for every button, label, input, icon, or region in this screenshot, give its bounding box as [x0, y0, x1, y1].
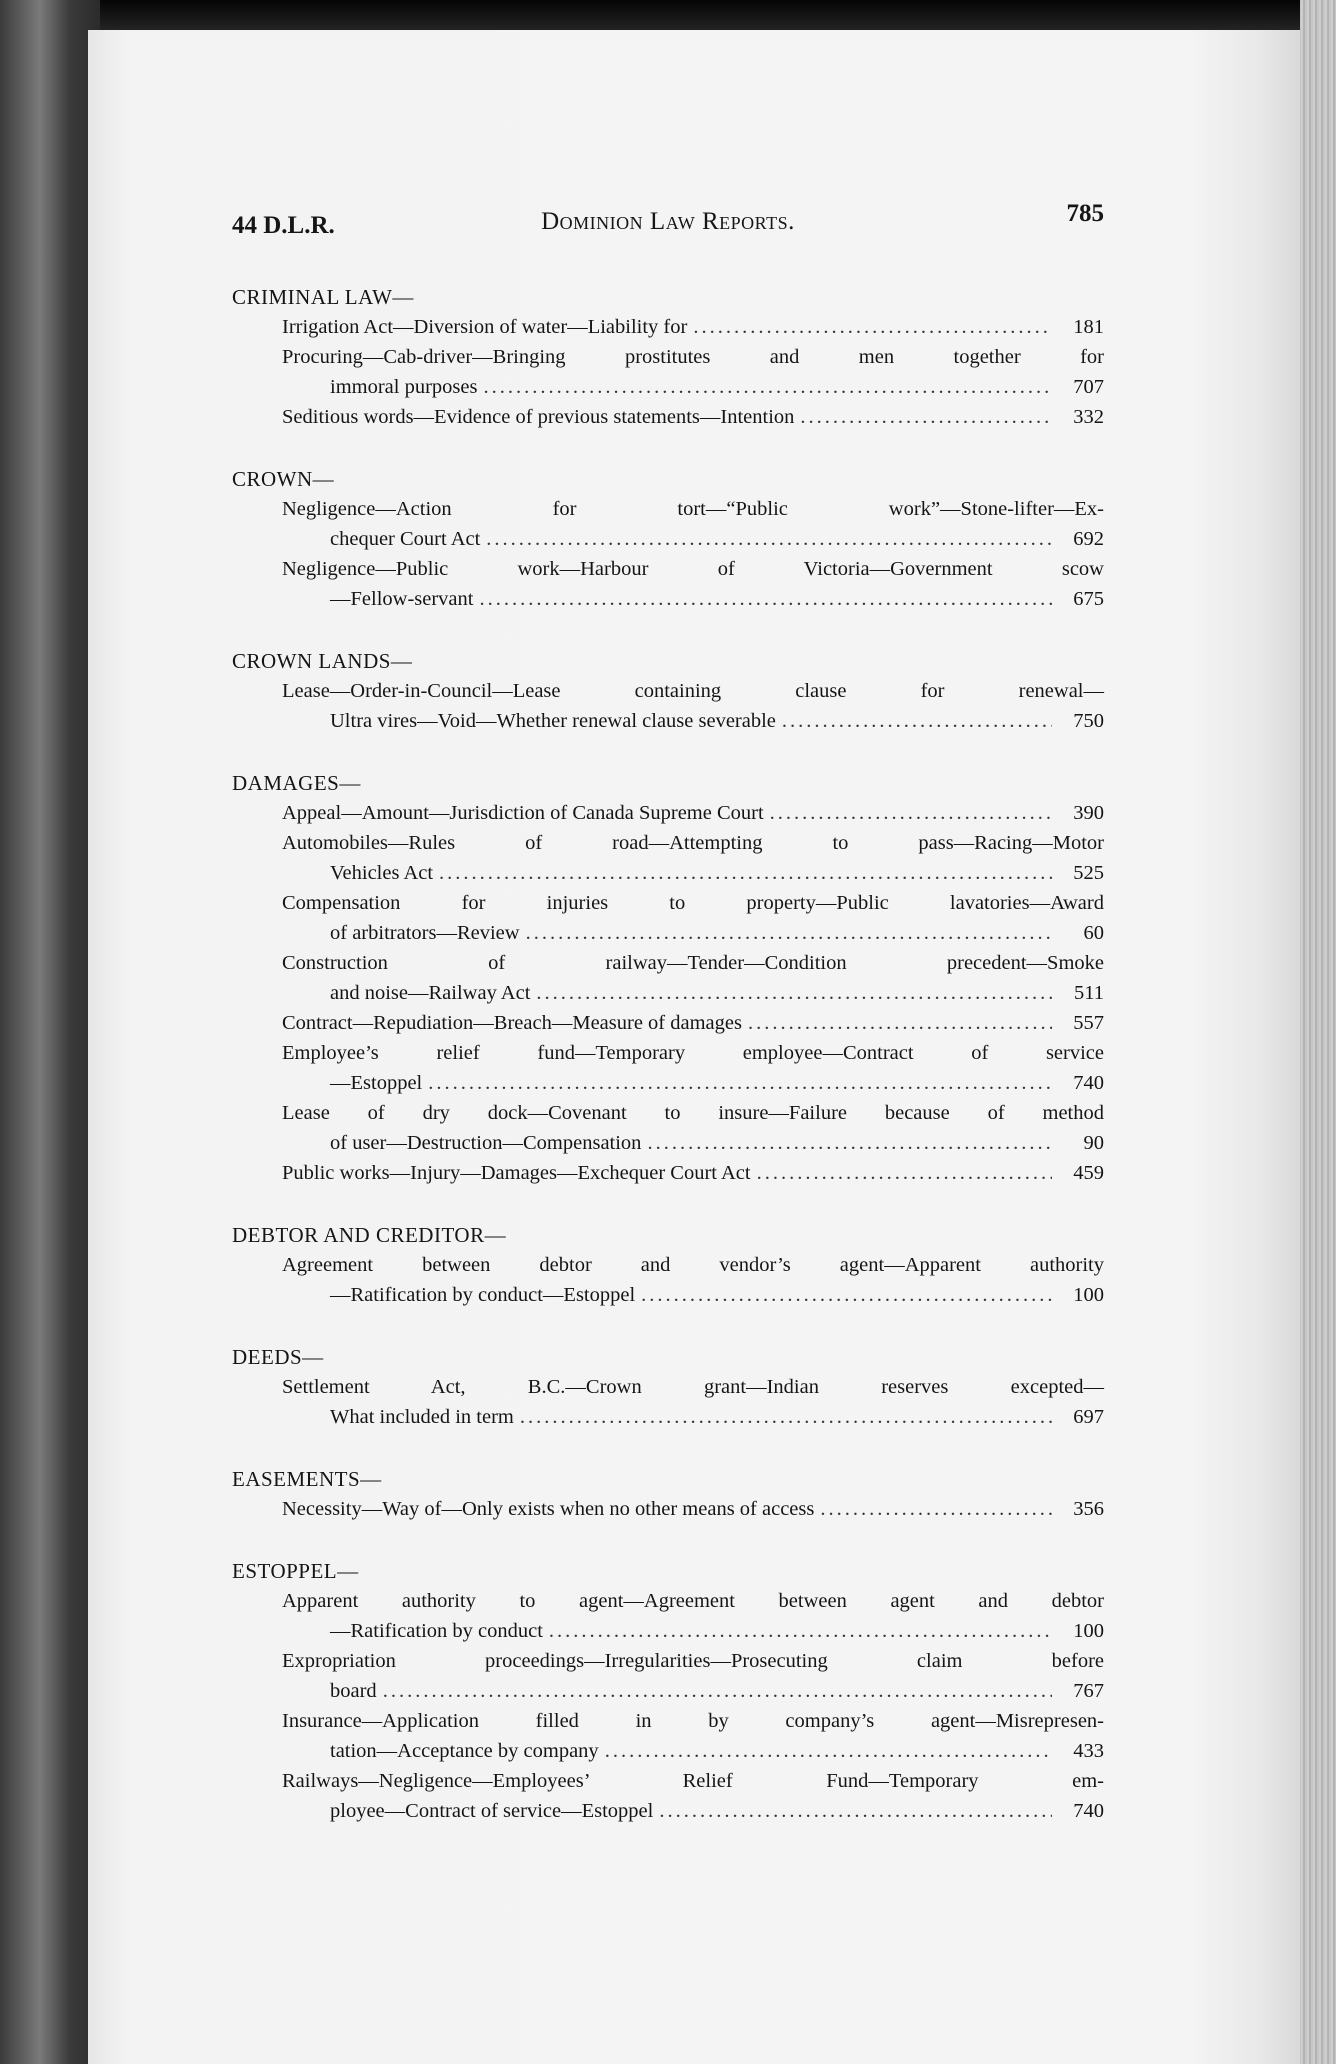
dot-leader [520, 1402, 1052, 1432]
index-section [232, 1464, 1104, 1524]
entry-text-lead: Automobiles—Rules of road—Attempting to pass—Racing—Motor [282, 832, 1104, 854]
section-heading: CRIMINAL LAW— [232, 285, 414, 309]
entry-page-number: 390 [1073, 802, 1104, 824]
entry-line [282, 584, 1104, 614]
dot-leader [483, 372, 1052, 402]
entry-text-lead: Procuring—Cab-driver—Bringing prostitutes and men together for [282, 346, 1104, 368]
index-entry [232, 1158, 1104, 1188]
index-section [232, 282, 1104, 432]
entry-page-number: 100 [1073, 1284, 1104, 1306]
index-entry [232, 798, 1104, 828]
entry-text: Contract—Repudiation—Breach—Measure of damages [282, 1012, 742, 1034]
dot-leader [693, 312, 1052, 342]
entry-page-number: 557 [1073, 1012, 1104, 1034]
entry-line [282, 858, 1104, 888]
entry-text: Irrigation Act—Diversion of water—Liability for [282, 316, 688, 338]
section-heading: ESTOPPEL— [232, 1559, 359, 1583]
entry-text-lead: Expropriation proceedings—Irregularities—Prosecuting claim before [282, 1650, 1104, 1672]
index-section [232, 464, 1104, 614]
entry-text-lead: Apparent authority to agent—Agreement between agent and debtor [282, 1590, 1104, 1612]
entry-text: chequer Court Act [330, 528, 481, 550]
section-heading: CROWN— [232, 467, 335, 491]
entry-line [282, 1736, 1104, 1766]
page-number: 785 [1066, 200, 1104, 227]
index-entry [232, 1494, 1104, 1524]
entry-page-number: 675 [1073, 588, 1104, 610]
section-heading: DEBTOR AND CREDITOR— [232, 1223, 507, 1247]
entry-line [282, 312, 1104, 342]
section-heading: DAMAGES— [232, 771, 361, 795]
entry-text-lead: Agreement between debtor and vendor’s agent—Apparent authority [282, 1254, 1104, 1276]
entry-text: —Estoppel [330, 1072, 423, 1094]
index-entry [232, 1038, 1104, 1098]
entry-text: —Ratification by conduct—Estoppel [330, 1284, 636, 1306]
entry-text: Ultra vires—Void—Whether renewal clause severable [330, 710, 776, 732]
page-edges [1300, 0, 1336, 2064]
index-content [232, 200, 1104, 1858]
index-entry [232, 1646, 1104, 1706]
index-entry [232, 494, 1104, 554]
entry-text-lead: Lease of dry dock—Covenant to insure—Failure because of method [282, 1102, 1104, 1124]
entry-line [282, 706, 1104, 736]
entry-page-number: 60 [1083, 922, 1104, 944]
dot-leader [605, 1736, 1052, 1766]
index-entry [232, 1098, 1104, 1158]
index-entry [232, 1586, 1104, 1646]
entry-page-number: 356 [1073, 1498, 1104, 1520]
entry-line [282, 1616, 1104, 1646]
index-entry [232, 1706, 1104, 1766]
entry-line [282, 1068, 1104, 1098]
entry-page-number: 459 [1073, 1162, 1104, 1184]
entry-text-lead: Settlement Act, B.C.—Crown grant—Indian reserves excepted— [282, 1376, 1104, 1398]
entry-line [282, 1796, 1104, 1826]
entry-page-number: 692 [1073, 528, 1104, 550]
entry-text: —Fellow-servant [330, 588, 474, 610]
entry-text: Seditious words—Evidence of previous statements—Intention [282, 406, 795, 428]
volume-label: 44 D.L.R. [232, 212, 335, 239]
index-entry [232, 342, 1104, 402]
index-entry [232, 948, 1104, 1008]
entry-page-number: 100 [1073, 1620, 1104, 1642]
index-entry [232, 1766, 1104, 1826]
entry-page-number: 740 [1073, 1072, 1104, 1094]
entry-text-lead: Compensation for injuries to property—Public lavatories—Award [282, 892, 1104, 914]
index-section [232, 646, 1104, 736]
entry-text: Necessity—Way of—Only exists when no other means of access [282, 1498, 815, 1520]
entry-text-lead: Negligence—Public work—Harbour of Victoria—Government scow [282, 558, 1104, 580]
entry-text: tation—Acceptance by company [330, 1740, 599, 1762]
dot-leader [782, 706, 1052, 736]
entry-line [282, 1128, 1104, 1158]
entry-text: and noise—Railway Act [330, 982, 531, 1004]
index-entry [232, 1250, 1104, 1310]
dot-leader [536, 978, 1052, 1008]
publication-title: Dominion Law Reports. [541, 208, 795, 235]
index-section [232, 1220, 1104, 1310]
dot-leader [383, 1676, 1052, 1706]
entry-text-lead: Lease—Order-in-Council—Lease containing clause for renewal— [282, 680, 1104, 702]
index-entry [232, 554, 1104, 614]
dot-leader [757, 1158, 1052, 1188]
entry-page-number: 707 [1073, 376, 1104, 398]
entry-text-lead: Construction of railway—Tender—Condition precedent—Smoke [282, 952, 1104, 974]
running-head [232, 200, 1104, 240]
entry-line [282, 1008, 1104, 1038]
index-entry [232, 1008, 1104, 1038]
dot-leader [800, 402, 1052, 432]
entry-line [282, 372, 1104, 402]
index-entry [232, 312, 1104, 342]
entry-text: —Ratification by conduct [330, 1620, 543, 1642]
entry-page-number: 740 [1073, 1800, 1104, 1822]
entry-text: of arbitrators—Review [330, 922, 520, 944]
index-section [232, 1342, 1104, 1432]
entry-line [282, 918, 1104, 948]
dot-leader [748, 1008, 1052, 1038]
entry-text: Public works—Injury—Damages—Exchequer Court Act [282, 1162, 751, 1184]
index-section [232, 1556, 1104, 1826]
entry-text: Vehicles Act [330, 862, 434, 884]
entry-text-lead: Negligence—Action for tort—“Public work”—Stone-lifter—Ex- [282, 498, 1104, 520]
entry-page-number: 181 [1073, 316, 1104, 338]
entry-text: immoral purposes [330, 376, 478, 398]
entry-page-number: 697 [1073, 1406, 1104, 1428]
entry-text-lead: Employee’s relief fund—Temporary employee—Contract of service [282, 1042, 1104, 1064]
entry-line [282, 1280, 1104, 1310]
entry-line [282, 524, 1104, 554]
entry-line [282, 1494, 1104, 1524]
entry-text: What included in term [330, 1406, 514, 1428]
section-heading: CROWN LANDS— [232, 649, 413, 673]
dot-leader [820, 1494, 1052, 1524]
index-entry [232, 888, 1104, 948]
index-entry [232, 1372, 1104, 1432]
dot-leader [641, 1280, 1052, 1310]
dot-leader [428, 1068, 1052, 1098]
entry-line [282, 402, 1104, 432]
entry-line [282, 1402, 1104, 1432]
book-binding [0, 0, 100, 2064]
entry-text: board [330, 1680, 377, 1702]
entry-text-lead: Railways—Negligence—Employees’ Relief Fund—Temporary em- [282, 1770, 1104, 1792]
entry-page-number: 767 [1073, 1680, 1104, 1702]
entry-page-number: 525 [1073, 862, 1104, 884]
entry-line [282, 1158, 1104, 1188]
section-heading: EASEMENTS— [232, 1467, 382, 1491]
dot-leader [439, 858, 1052, 888]
entry-page-number: 433 [1073, 1740, 1104, 1762]
entry-text: Appeal—Amount—Jurisdiction of Canada Supreme Court [282, 802, 764, 824]
entry-page-number: 750 [1073, 710, 1104, 732]
entry-page-number: 332 [1073, 406, 1104, 428]
entry-page-number: 511 [1074, 982, 1104, 1004]
dot-leader [479, 584, 1052, 614]
entry-text-lead: Insurance—Application filled in by company’s agent—Misrepresen- [282, 1710, 1104, 1732]
dot-leader [647, 1128, 1052, 1158]
entry-text: ployee—Contract of service—Estoppel [330, 1800, 654, 1822]
entry-text: of user—Destruction—Compensation [330, 1132, 642, 1154]
dot-leader [526, 918, 1052, 948]
entry-line [282, 978, 1104, 1008]
dot-leader [549, 1616, 1052, 1646]
dot-leader [486, 524, 1052, 554]
index-section [232, 768, 1104, 1188]
index-entry [232, 676, 1104, 736]
entry-line [282, 1676, 1104, 1706]
index-entry [232, 402, 1104, 432]
entry-line [282, 798, 1104, 828]
section-heading: DEEDS— [232, 1345, 324, 1369]
index-sections [232, 282, 1104, 1826]
dot-leader [770, 798, 1052, 828]
dot-leader [659, 1796, 1052, 1826]
entry-page-number: 90 [1083, 1132, 1104, 1154]
index-entry [232, 828, 1104, 888]
